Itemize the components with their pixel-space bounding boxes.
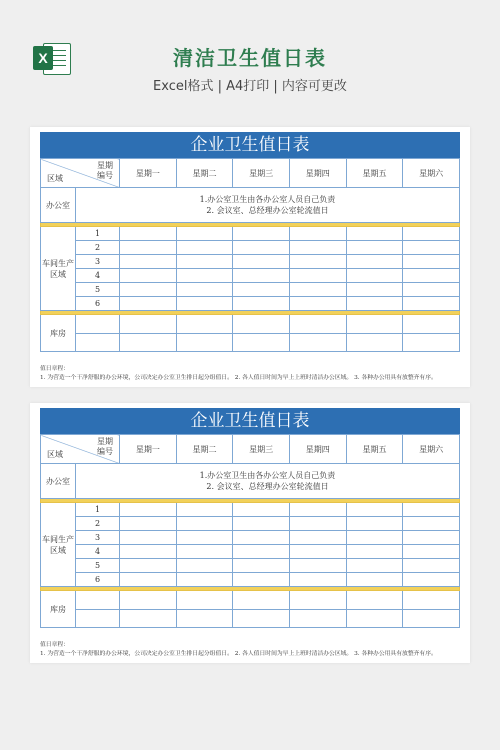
day-header: 星期四 [289,159,346,188]
workshop-row [41,573,460,587]
row-number: 1 [76,503,120,517]
corner-header-cell [41,159,120,188]
row-number: 3 [76,531,120,545]
row-number: 1 [76,227,120,241]
warehouse-row [41,315,460,334]
office-row [41,464,460,499]
corner-label-area: 区域 [47,450,63,459]
duty-sheet-preview-2 [30,403,470,663]
workshop-row [41,255,460,269]
table-header-row [41,159,460,188]
corner-label-number: 编号 [97,447,113,456]
workshop-label-line-2: 区域 [50,269,66,279]
office-label: 办公室 [41,188,76,223]
day-header: 星期四 [289,435,346,464]
workshop-row [41,559,460,573]
table-header-row [41,435,460,464]
workshop-label-line-1: 车间生产 [42,258,74,268]
workshop-label-line-1: 车间生产 [42,534,74,544]
row-number: 5 [76,283,120,297]
warehouse-row [41,591,460,610]
workshop-row [41,517,460,531]
row-number: 4 [76,545,120,559]
row-number: 5 [76,559,120,573]
day-header: 星期五 [346,435,403,464]
workshop-label [41,227,76,311]
day-header: 星期二 [176,159,233,188]
corner-label-week: 星期 [97,161,113,170]
day-header: 星期三 [233,159,290,188]
workshop-row [41,545,460,559]
office-rule-line-2: 2. 会议室、总经理办公室轮流值日 [206,482,329,491]
workshop-label-line-2: 区域 [50,545,66,555]
workshop-row [41,227,460,241]
notes-text: 1. 为营造一个干净舒服的办公环境，公司决定办公室卫生排日起分组值日。 2. 各人值日时间为早上上班时清洁办公区域。 3. 各种办公用具有放整齐有序。 [40,651,437,657]
workshop-row [41,297,460,311]
workshop-row [41,269,460,283]
page-header [0,0,500,110]
notes-title: 值日章程： [40,642,69,648]
workshop-label [41,503,76,587]
form-title: 企业卫生值日表 [40,132,460,158]
day-header: 星期六 [403,159,460,188]
row-number: 4 [76,269,120,283]
duty-table [40,158,460,352]
workshop-row [41,283,460,297]
workshop-row [41,503,460,517]
warehouse-row [41,334,460,352]
document-subtitle: Excel格式 | A4打印 | 内容可更改 [153,79,347,94]
day-header: 星期六 [403,435,460,464]
warehouse-label: 库房 [41,591,76,628]
document-title: 清洁卫生值日表 [173,46,327,70]
corner-label-week: 星期 [97,437,113,446]
row-number: 6 [76,573,120,587]
row-number: 6 [76,297,120,311]
duty-rules-notes [40,365,470,383]
notes-title: 值日章程： [40,366,69,372]
workshop-row [41,531,460,545]
duty-sheet-preview-1 [30,127,470,387]
corner-header-cell [41,435,120,464]
row-number: 2 [76,517,120,531]
row-number: 3 [76,255,120,269]
office-row [41,188,460,223]
office-rule-line-1: 1.办公室卫生由各办公室人员自己负责 [199,471,336,480]
form-title: 企业卫生值日表 [40,408,460,434]
warehouse-label: 库房 [41,315,76,352]
office-rule-cell [76,464,460,499]
day-header: 星期五 [346,159,403,188]
warehouse-row [41,610,460,628]
notes-text: 1. 为营造一个干净舒服的办公环境，公司决定办公室卫生排日起分组值日。 2. 各人值日时间为早上上班时清洁办公区域。 3. 各种办公用具有放整齐有序。 [40,375,437,381]
day-header: 星期二 [176,435,233,464]
day-header: 星期三 [233,435,290,464]
duty-table [40,434,460,628]
excel-logo-letter: X [33,46,53,70]
corner-label-area: 区域 [47,174,63,183]
workshop-row [41,241,460,255]
office-rule-line-2: 2. 会议室、总经理办公室轮流值日 [206,206,329,215]
row-number: 2 [76,241,120,255]
day-header: 星期一 [120,435,177,464]
corner-label-number: 编号 [97,171,113,180]
office-label: 办公室 [41,464,76,499]
day-header: 星期一 [120,159,177,188]
duty-rules-notes [40,641,470,659]
office-rule-cell [76,188,460,223]
office-rule-line-1: 1.办公室卫生由各办公室人员自己负责 [199,195,336,204]
